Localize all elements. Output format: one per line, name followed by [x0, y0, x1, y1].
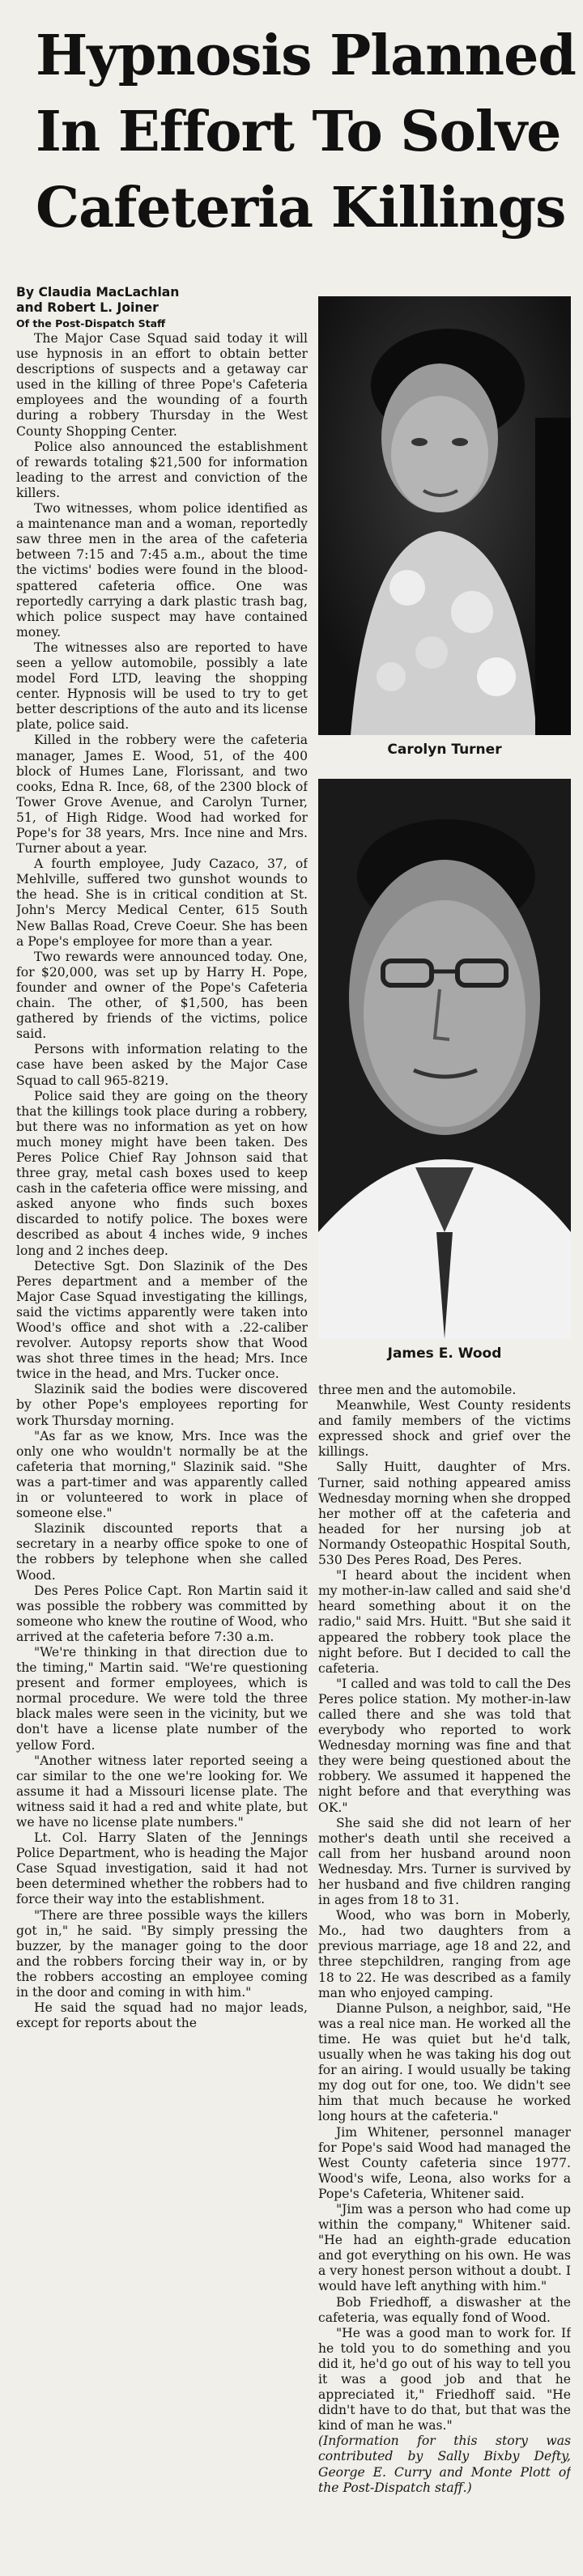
article-body-right: [318, 1383, 571, 2434]
article-paragraph: Wood, who was born in Moberly, Mo., had two daughters from a previous marriage, age 18 and 22, and three stepchildren, ranging from age 18 to 22. He was described as a family man who enjoyed camping.: [318, 1908, 571, 2000]
article-paragraph: Persons with information relating to the case have been asked by the Major Case Squad to call 965-8219.: [16, 1042, 308, 1088]
article-paragraph: "Jim was a person who had come up within the company," Whitener said. "He had an eighth-grade education and got everything on his own. He was a very honest person without a doubt. I would have left anything with him.": [318, 2201, 571, 2294]
portrait-woman-icon: [318, 296, 571, 735]
article-paragraph: The Major Case Squad said today it will use hypnosis in an effort to obtain better descriptions of suspects and a getaway car used in the killing of three Pope's Cafeteria employees and the wounding of a fourth during a robbery Thursday in the West County Shopping Center.: [16, 331, 308, 439]
story-credit: (Information for this story was contributed by Sally Bixby Defty, George E. Curry and Monte Plott of the Post-Dispatch staff.): [318, 2434, 571, 2495]
article-paragraph: "I called and was told to call the Des Peres police station. My mother-in-law called there and she was told that everybody who reported to work Wednesday morning was fine and that they were being questioned about the robbery. We assumed it happened the night before and that everything was OK.": [318, 1676, 571, 1815]
article-paragraph: Dianne Pulson, a neighbor, said, "He was a real nice man. He worked all the time. He was quiet but he'd talk, usually when he was taking his dog out for an airing. I would usually be taking my dog out for one, too. We didn't see him that much because he worked long hours at the cafeteria.": [318, 2000, 571, 2124]
article-right-column: [318, 1383, 571, 2570]
caption-carolyn-turner: Carolyn Turner: [387, 742, 502, 758]
headline-line-1: Hypnosis Planned: [36, 23, 576, 88]
article-paragraph: Detective Sgt. Don Slazinik of the Des Peres department and a member of the Major Case Squad investigating the killings, said the victims apparently were taken into Wood's office and shot with a .22-caliber revolver. Autopsy reports show that Wood was shot three times in the head; Mrs. Ince twice in the head, and Mrs. Tucker once.: [16, 1258, 308, 1382]
article-body-left: [16, 331, 308, 2031]
article-paragraph: three men and the automobile.: [318, 1383, 517, 1397]
article-paragraph: Two rewards were announced today. One, for $20,000, was set up by Harry H. Pope, founder and owner of the Pope's Cafeteria chain. The other, of $1,500, has been gathered by friends of the victims, police said.: [16, 949, 308, 1042]
article-paragraph: Two witnesses, whom police identified as a maintenance man and a woman, reportedly saw three men in the area of the cafeteria between 7:15 and 7:45 a.m., about the time the victims' bodies were found in the blood-spattered cafeteria office. One was reportedly carrying a dark plastic trash bag, which police suspect may have contained money.: [16, 501, 308, 640]
article-paragraph: He said the squad had no major leads, except for reports about the: [16, 2000, 308, 2031]
article-left-column: [16, 285, 308, 2568]
article-paragraph: "As far as we know, Mrs. Ince was the only one who wouldn't normally be at the cafeteria that morning," Slazinik said. "She was a part-timer and was apparently called in or volunteered to work in place of someone else.": [16, 1428, 308, 1521]
article-paragraph: "We're thinking in that direction due to the timing," Martin said. "We're questioning present and former employees, which is normal procedure. We were told the three black males were seen in the vicinity, but we don't have a license plate number of the yellow Ford.: [16, 1644, 308, 1753]
article-paragraph: "Another witness later reported seeing a car similar to the one we're looking for. We assume it had a Missouri license plate. The witness said it had a red and white plate, but we have no license plate numbers.": [16, 1753, 308, 1830]
byline-author-2: and Robert L. Joiner: [16, 300, 159, 315]
caption-james-wood: James E. Wood: [387, 1345, 502, 1362]
article-paragraph: Lt. Col. Harry Slaten of the Jennings Police Department, who is heading the Major Case Squad investigation, said it had not been determined whether the robbers had to force their way into the establishment.: [16, 1830, 308, 1907]
article-paragraph: Bob Friedhoff, a diswasher at the cafeteria, was equally fond of Wood.: [318, 2294, 571, 2325]
headline-line-2: In Effort To Solve: [36, 100, 561, 164]
article-paragraph: Slazinik discounted reports that a secretary in a nearby office spoke to one of the robbers by telephone when she called Wood.: [16, 1521, 308, 1583]
headline-line-3: Cafeteria Killings: [36, 176, 566, 240]
article-paragraph: Sally Huitt, daughter of Mrs. Turner, said nothing appeared amiss Wednesday morning when she dropped her mother off at the cafeteria and headed for her nursing job at Normandy Osteopathic Hospital South, 530 Des Peres Road, Des Peres.: [318, 1460, 571, 1568]
article-paragraph: Police said they are going on the theory that the killings took place during a robbery, but there was no information as yet on how much money might have been taken. Des Peres Police Chief Ray Johnson said that three gray, metal cash boxes used to keep cash in the cafeteria office were missing, and asked anyone who finds such boxes discarded to notify police. The boxes were described as about 4 inches wide, 9 inches long and 2 inches deep.: [16, 1088, 308, 1258]
portrait-man-icon: [318, 779, 571, 1339]
article-paragraph: Meanwhile, West County residents and family members of the victims expressed shock and grief over the killings.: [318, 1398, 571, 1460]
article-paragraph: Killed in the robbery were the cafeteria manager, James E. Wood, 51, of the 400 block of Humes Lane, Florissant, and two cooks, Edna R. Ince, 68, of the 2300 block of Tower Grove Avenue, and Carolyn Turner, 51, of High Ridge. Wood had worked for Pope's for 38 years, Mrs. Ince nine and Mrs. Turner about a year.: [16, 733, 308, 857]
article-paragraph: "He was a good man to work for. If he told you to do something and you did it, he'd go out of his way to tell you it was a good job and that he appreciated it," Friedhoff said. "He didn't have to do that, but that was the kind of man he was.": [318, 2325, 571, 2434]
article-paragraph: "I heard about the incident when my mother-in-law called and said she'd heard something about it on the radio," said Mrs. Huitt. "But she said it appeared the robbery took place the night before. But I decided to call the cafeteria.: [318, 1568, 571, 1676]
article-paragraph: A fourth employee, Judy Cazaco, 37, of Mehlville, suffered two gunshot wounds to the head. She is in critical condition at St. John's Mercy Medical Center, 615 South New Ballas Road, Creve Coeur. She has been a Pope's employee for more than a year.: [16, 857, 308, 949]
article-paragraph: "There are three possible ways the killers got in," he said. "By simply pressing the buzzer, by the manager going to the door and the robbers forcing their way in, or by the robbers accosting an employee coming in the door and coming in with him.": [16, 1907, 308, 2000]
byline-staff: Of the Post-Dispatch Staff: [16, 317, 166, 329]
photo-james-wood: [318, 779, 571, 1339]
article-paragraph: Jim Whitener, personnel manager for Pope's said Wood had managed the West County cafeteria since 1977. Wood's wife, Leona, also works for a Pope's Cafeteria, Whitener said.: [318, 2124, 571, 2201]
article-paragraph: The witnesses also are reported to have seen a yellow automobile, possibly a late model Ford LTD, leaving the shopping center. Hypnosis will be used to try to get better descriptions of the auto and its license plate, police said.: [16, 640, 308, 733]
article-paragraph: Slazinik said the bodies were discovered by other Pope's employees reporting for work Thursday morning.: [16, 1382, 308, 1428]
byline: [16, 285, 308, 331]
article-paragraph: Police also announced the establishment of rewards totaling $21,500 for information leading to the arrest and conviction of the killers.: [16, 439, 308, 500]
byline-author-1: By Claudia MacLachlan: [16, 285, 180, 300]
article-paragraph: She said she did not learn of her mother's death until she received a call from her husband around noon Wednesday. Mrs. Turner is survived by her husband and five children ranging in ages from 18 to 31.: [318, 1815, 571, 1908]
article-paragraph: Des Peres Police Capt. Ron Martin said it was possible the robbery was committed by someone who knew the routine of Wood, who arrived at the cafeteria before 7:30 a.m.: [16, 1583, 308, 1644]
photo-carolyn-turner: [318, 296, 571, 735]
headline: [36, 18, 576, 246]
